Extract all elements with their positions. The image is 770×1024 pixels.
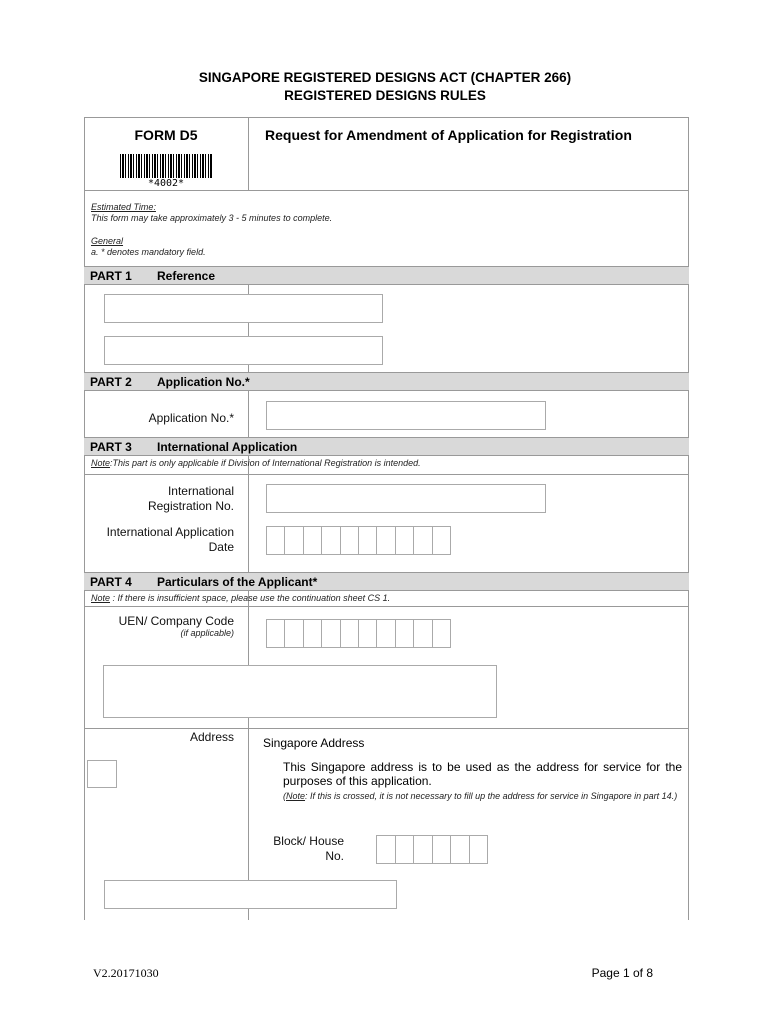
estimated-label-text: Estimated Time: xyxy=(91,202,156,212)
sg-address-checkbox[interactable] xyxy=(87,760,117,788)
address-divider xyxy=(84,728,689,729)
form-name: Request for Amendment of Application for Registration xyxy=(265,127,632,143)
part3-note-label: Note xyxy=(91,458,111,468)
intl-date-label xyxy=(84,525,234,555)
intl-date-label-2: Date xyxy=(208,540,234,554)
reference-input-2[interactable] xyxy=(104,336,383,365)
sg-note-text: : If this is crossed, it is not necessary to fill up the address for service in Singapore in part 14.) xyxy=(305,791,678,801)
barcode-text: *4002* xyxy=(147,178,185,189)
sg-address-note: (Note: If this is crossed, it is not necessary to fill up the address for service in Singapore in part 14.) xyxy=(283,791,678,801)
form-code: FORM D5 xyxy=(134,127,198,143)
intl-reg-label-1: International xyxy=(167,484,234,498)
uen-label: UEN/ Company Code xyxy=(118,614,234,628)
frame-left xyxy=(84,117,85,920)
sg-note-label: Note xyxy=(286,791,306,801)
intl-date-input[interactable] xyxy=(266,526,451,555)
part1-num: PART 1 xyxy=(90,269,132,283)
page-number: Page 1 of 8 xyxy=(591,966,653,980)
part3-num: PART 3 xyxy=(90,440,132,454)
applicant-name-input[interactable] xyxy=(103,665,497,718)
part3-header xyxy=(84,437,689,456)
part2-title: Application No.* xyxy=(157,375,250,389)
doc-title-1: SINGAPORE REGISTERED DESIGNS ACT (CHAPTER 266) xyxy=(198,70,572,85)
intl-reg-input[interactable] xyxy=(266,484,546,513)
part3-note-text: :This part is only applicable if Division of International Registration is intended. xyxy=(110,458,421,468)
general-label xyxy=(91,236,123,246)
part4-note-text: : If there is insufficient space, please use the continuation sheet CS 1. xyxy=(110,593,391,603)
uen-input[interactable] xyxy=(266,619,451,648)
part4-num: PART 4 xyxy=(90,575,132,589)
intl-reg-label xyxy=(84,484,234,514)
header-divider xyxy=(248,117,249,190)
version: V2.20171030 xyxy=(93,966,159,980)
doc-title-2: REGISTERED DESIGNS RULES xyxy=(284,88,486,103)
address-label: Address xyxy=(189,730,234,744)
frame-top xyxy=(84,117,689,118)
address-input[interactable] xyxy=(104,880,397,909)
general-label-text: General xyxy=(91,236,124,246)
part4-header xyxy=(84,572,689,591)
block-label-1: Block/ House xyxy=(273,834,344,848)
barcode xyxy=(120,154,212,178)
estimated-text: This form may take approximately 3 - 5 minutes to complete. xyxy=(91,213,333,223)
part4-title: Particulars of the Applicant* xyxy=(157,575,318,589)
part3-note-divider xyxy=(84,474,689,475)
intl-date-label-1: International Application xyxy=(106,525,234,539)
uen-sublabel: (if applicable) xyxy=(180,628,234,638)
part1-header xyxy=(84,266,689,285)
header-bottom xyxy=(84,190,689,191)
part2-num: PART 2 xyxy=(90,375,132,389)
part4-note-label: Note xyxy=(91,593,111,603)
sg-address-text: This Singapore address is to be used as the address for service for the purposes of this application. xyxy=(283,760,682,788)
frame-right xyxy=(688,117,689,920)
reference-input-1[interactable] xyxy=(104,294,383,323)
application-no-label: Application No.* xyxy=(148,411,234,425)
application-no-input[interactable] xyxy=(266,401,546,430)
sg-address-heading: Singapore Address xyxy=(263,736,365,750)
part1-title: Reference xyxy=(157,269,216,283)
part3-note xyxy=(91,458,421,468)
part4-note xyxy=(91,593,390,603)
estimated-label xyxy=(91,202,156,212)
part2-header xyxy=(84,372,689,391)
block-label xyxy=(250,834,344,864)
block-label-2: No. xyxy=(325,849,344,863)
part3-title: International Application xyxy=(157,440,298,454)
block-no-input[interactable] xyxy=(376,835,488,864)
intl-reg-label-2: Registration No. xyxy=(147,499,234,513)
part4-note-divider xyxy=(84,606,689,607)
general-item: a. * denotes mandatory field. xyxy=(91,247,206,257)
